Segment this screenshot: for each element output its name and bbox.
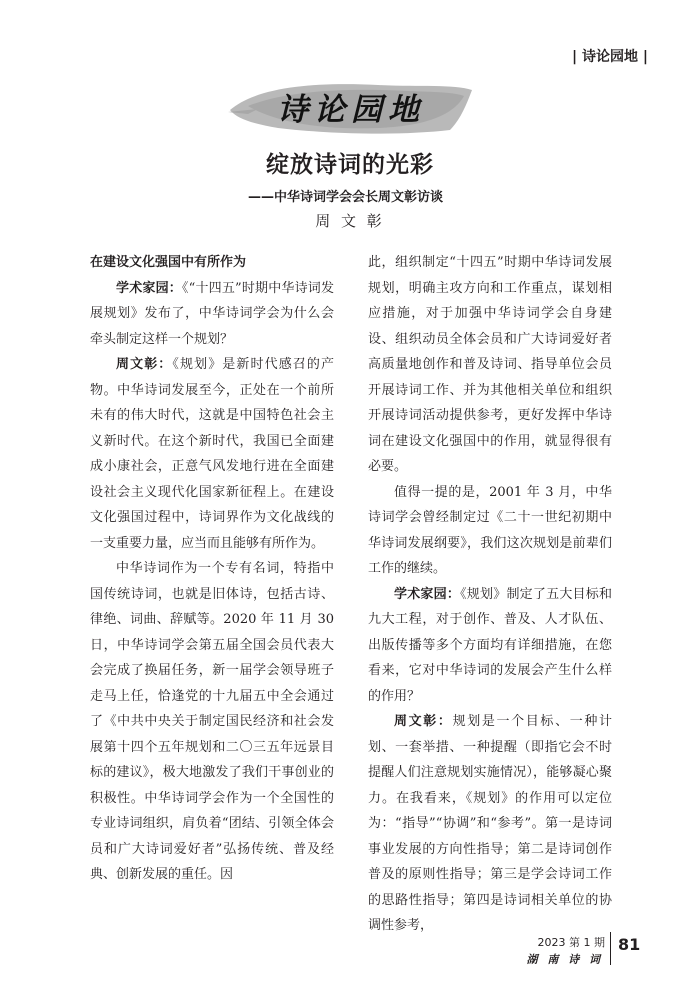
article-author: 周 文 彰: [315, 212, 385, 230]
answer-paragraph: [368, 709, 612, 939]
section-heading: 在建设文化强国中有所作为: [90, 255, 247, 270]
left-column: [90, 250, 334, 888]
article-title: 绽放诗词的光彩: [266, 152, 434, 178]
speaker-label: 学术家园：: [116, 280, 182, 296]
body-paragraph: 中华诗词作为一个专有名词，特指中国传统诗词，也就是旧体诗，包括古诗、律绝、词曲、辞赋等。2020 年 11 月 30 日，中华诗词学会第五届全国会员代表大会完成了换届任务，新一届学会领导班子走马上任，恰逢党的十九届五中全会通过了《中共中央关于制定国民经济和社会发展第十四个五年规划和二〇三五年远景目标的建议》，极大地激发了我们干事创业的积极性。中华诗词学会作为一个全国性的专业诗词组织，肩负着“团结、引领全体会员和广大诗词爱好者”弘扬传统、普及经典、创新发展的重任。因: [90, 561, 334, 882]
section-tag: | 诗论园地 |: [572, 49, 648, 65]
footer-divider: [610, 932, 611, 965]
question-paragraph: [368, 582, 612, 710]
page-number: 81: [618, 935, 641, 954]
section-banner: [228, 76, 474, 138]
magazine-name: 湖 南 诗 词: [526, 953, 603, 966]
body-paragraph-continued: 此，组织制定“十四五”时期中华诗词发展规划，明确主攻方向和工作重点，谋划相应措施，对于加强中华诗词学会自身建设、组织动员全体会员和广大诗词爱好者高质量地创作和普及诗词、指导单位会员开展诗词工作、并为其他相关单位和组织开展诗词活动提供参考，更好发挥中华诗词在建设文化强国中的作用，就显得很有必要。: [368, 255, 612, 474]
issue-label: 2023 第 1 期: [537, 936, 605, 949]
question-text: 《规划》制定了五大目标和九大工程，对于创作、普及、人才队伍、出版传播等多个方面均有详细措施，在您看来，它对中华诗词的发展会产生什么样的作用？: [368, 586, 612, 704]
banner-title: 诗论园地: [277, 92, 425, 128]
article-subtitle: ——中华诗词学会会长周文彰访谈: [248, 190, 444, 205]
body-paragraph: 值得一提的是，2001 年 3 月，中华诗词学会曾经制定过《二十一世纪初期中华诗词发展纲要》，我们这次规划是前辈们工作的继续。: [368, 484, 612, 576]
answer-text: 《规划》是新时代感召的产物。中华诗词发展至今，正处在一个前所未有的伟大时代，这就是中国特色社会主义新时代。在这个新时代，我国已全面建成小康社会，正意气风发地行进在全面建设社会主义现代化国家新征程上。在建设文化强国过程中，诗词界作为文化战线的一支重要力量，应当而且能够有所作为。: [90, 357, 334, 551]
speaker-label: 学术家园：: [394, 586, 461, 602]
right-column: [368, 250, 612, 939]
speaker-label: 周文彰：: [116, 357, 173, 372]
speaker-label: 周文彰：: [394, 714, 453, 729]
question-text: 《“十四五”时期中华诗词发展规划》发布了，中华诗词学会为什么会牵头制定这样一个规划？: [90, 280, 334, 347]
answer-text: 规划是一个目标、一种计划、一套举措、一种提醒（即指它会不时提醒人们注意规划实施情况），能够凝心聚力。在我看来，《规划》的作用可以定位为：“指导”“协调”和“参考”。第一是诗词事业发展的方向性指导；第二是诗词创作普及的原则性指导；第三是学会诗词工作的思路性指导；第四是诗词相关单位的协调性参考，: [368, 714, 612, 933]
question-paragraph: [90, 276, 334, 353]
answer-paragraph: [90, 352, 334, 556]
